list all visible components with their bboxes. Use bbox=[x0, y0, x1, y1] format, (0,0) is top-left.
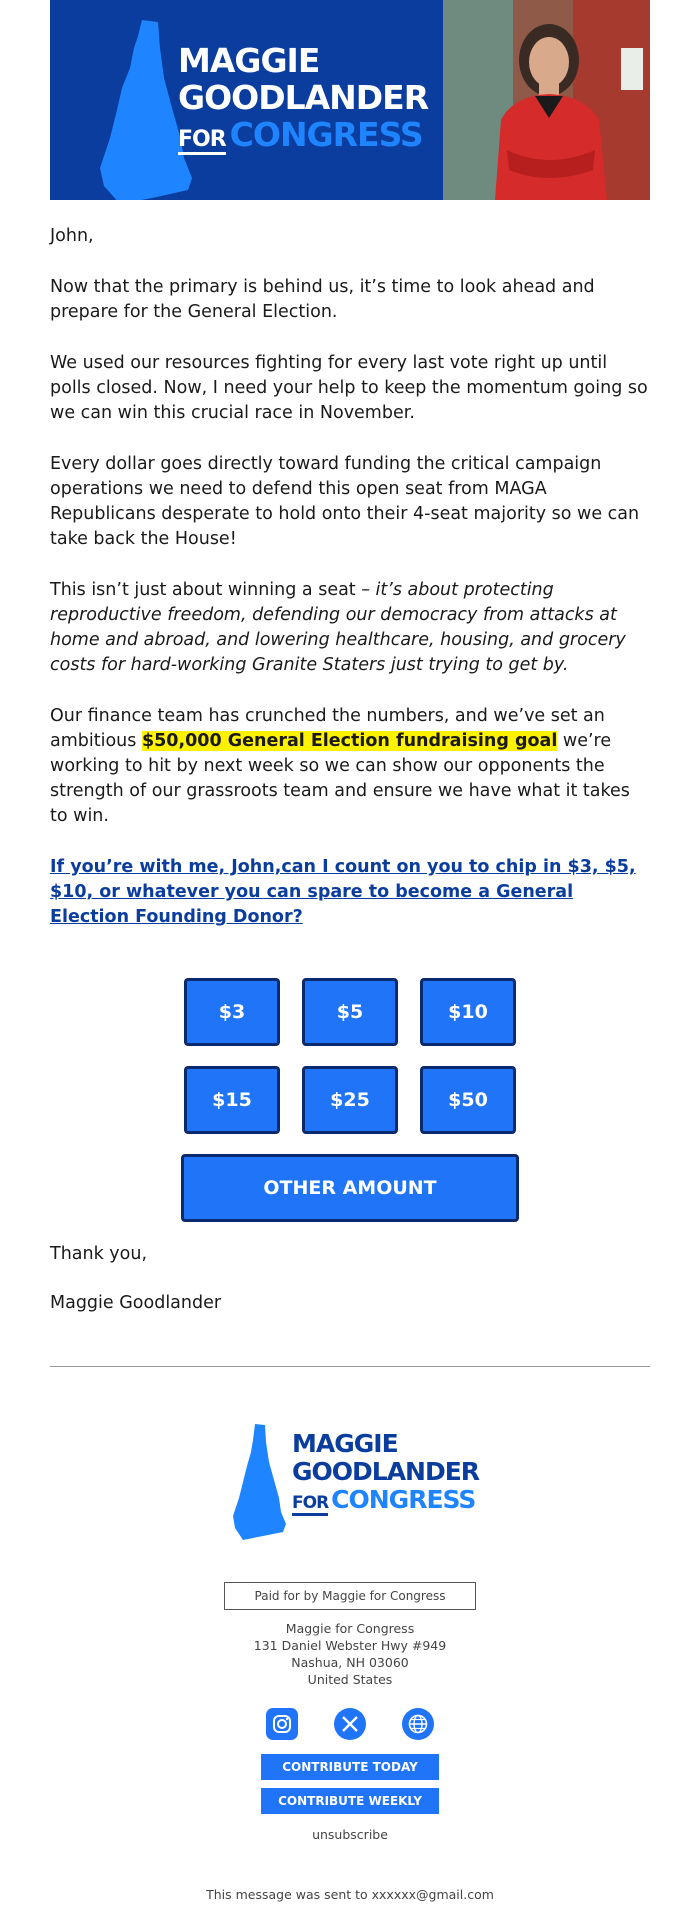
footer-logo-maggie: MAGGIE bbox=[292, 1429, 398, 1458]
contribute-today-button[interactable]: CONTRIBUTE TODAY bbox=[261, 1754, 439, 1780]
address-line: Nashua, NH 03060 bbox=[291, 1655, 409, 1670]
donate-25-button[interactable]: $25 bbox=[302, 1066, 398, 1134]
paragraph-2: We used our resources fighting for every last vote right up until polls closed. Now, I need your help to keep the momentum going so we can win this crucial race in November. bbox=[50, 353, 648, 423]
paragraph-1: Now that the primary is behind us, it’s time to look ahead and prepare for the General Election. bbox=[50, 277, 595, 322]
footer-logo-congress: CONGRESS bbox=[331, 1485, 476, 1514]
address-line: 131 Daniel Webster Hwy #949 bbox=[253, 1638, 447, 1653]
paragraph-4 bbox=[50, 578, 650, 678]
logo-congress: CONGRESS bbox=[229, 115, 423, 154]
greeting: John, bbox=[50, 226, 94, 246]
footer-logo-for: FOR bbox=[292, 1493, 328, 1516]
letter-body bbox=[50, 200, 650, 930]
paragraph-4-start: This isn’t just about winning a seat – bbox=[50, 580, 376, 600]
donate-10-button[interactable]: $10 bbox=[420, 978, 516, 1046]
logo-line-maggie: MAGGIE bbox=[178, 41, 320, 80]
other-amount-button[interactable]: OTHER AMOUNT bbox=[181, 1154, 519, 1222]
donate-cta-link[interactable]: If you’re with me, John,can I count on you to chip in $3, $5, $10, or whatever you can spare to become a General Election Founding Donor? bbox=[50, 857, 636, 927]
donation-row-1 bbox=[184, 978, 516, 1046]
candidate-photo bbox=[443, 0, 650, 200]
header-logo-text bbox=[178, 42, 428, 158]
signature-name: Maggie Goodlander bbox=[50, 1293, 222, 1313]
logo-line-goodlander: GOODLANDER bbox=[178, 78, 429, 117]
header-banner bbox=[50, 0, 650, 200]
fundraising-goal-highlight: $50,000 General Election fundraising goal bbox=[141, 731, 558, 751]
donation-row-2 bbox=[184, 1066, 516, 1134]
footer-logo-goodlander: GOODLANDER bbox=[292, 1457, 480, 1486]
candidate-photo-illustration bbox=[443, 0, 650, 200]
paragraph-5 bbox=[50, 704, 650, 829]
footer-logo bbox=[225, 1422, 480, 1552]
thanks-text: Thank you, bbox=[50, 1244, 148, 1264]
signoff bbox=[50, 1242, 650, 1316]
address-line: Maggie for Congress bbox=[285, 1621, 415, 1636]
donate-3-button[interactable]: $3 bbox=[184, 978, 280, 1046]
paragraph-5-end: we’re working to hit by next week so we can show our opponents the strength of our grassroots team and ensure we have what it takes to win. bbox=[50, 731, 630, 826]
globe-icon[interactable] bbox=[402, 1708, 434, 1740]
contribute-weekly-button[interactable]: CONTRIBUTE WEEKLY bbox=[261, 1788, 439, 1814]
unsubscribe-link[interactable]: unsubscribe bbox=[312, 1827, 388, 1842]
donate-15-button[interactable]: $15 bbox=[184, 1066, 280, 1134]
header-logo-panel bbox=[50, 0, 443, 200]
address-line: United States bbox=[307, 1672, 393, 1687]
footer-logo-text bbox=[292, 1430, 479, 1517]
paragraph-4-italic: it’s about protecting reproductive freedom, defending our democracy from attacks at home and abroad, and lowering healthcare, housing, and grocery costs for hard-working Granite Staters just trying to get by. bbox=[50, 580, 626, 675]
x-icon[interactable] bbox=[334, 1708, 366, 1740]
paid-for-disclaimer: Paid for by Maggie for Congress bbox=[224, 1582, 476, 1610]
instagram-icon[interactable] bbox=[266, 1708, 298, 1740]
footer-divider bbox=[50, 1366, 650, 1367]
donation-amounts bbox=[184, 978, 516, 1222]
mailing-address bbox=[50, 1620, 650, 1688]
paragraph-3: Every dollar goes directly toward funding the critical campaign operations we need to defend this open seat from MAGA Republicans desperate to hold onto their 4-seat majority so we can take back the House! bbox=[50, 454, 640, 549]
donate-5-button[interactable]: $5 bbox=[302, 978, 398, 1046]
social-links bbox=[50, 1708, 650, 1740]
logo-for: FOR bbox=[178, 127, 226, 155]
donate-50-button[interactable]: $50 bbox=[420, 1066, 516, 1134]
paragraph-5-start: Our finance team has crunched the numbers, and we’ve set an ambitious bbox=[50, 706, 605, 751]
sent-to-notice: This message was sent to xxxxxx@gmail.com bbox=[206, 1887, 494, 1902]
footer-new-hampshire-map-icon bbox=[225, 1422, 295, 1548]
